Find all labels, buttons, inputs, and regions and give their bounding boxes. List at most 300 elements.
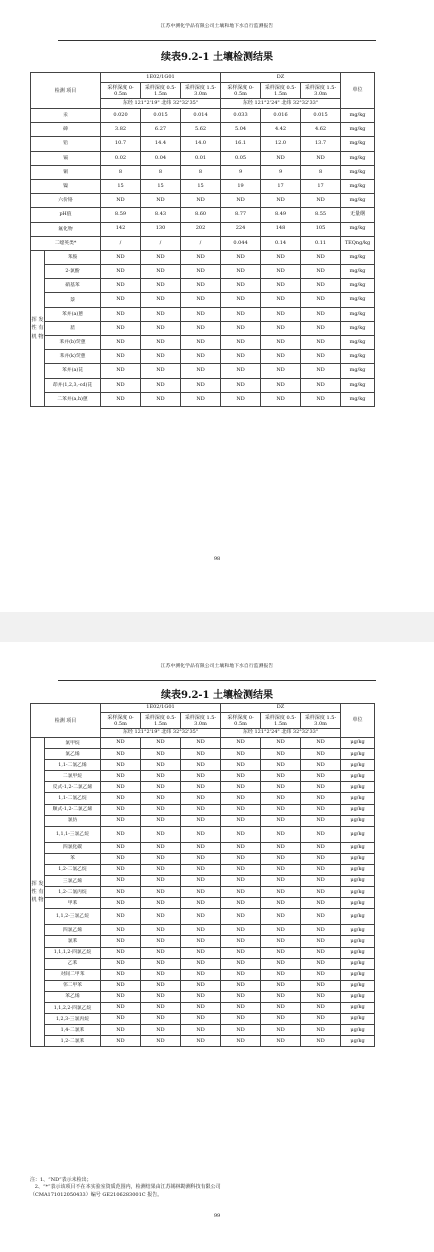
result-value: ND [141,853,181,864]
result-value: ND [301,864,341,875]
result-value: 8.60 [181,208,221,222]
unit-cell: mg/kg [341,165,375,179]
result-value: 8.59 [101,208,141,222]
analyte-name: 苯胺 [45,250,101,264]
result-value: 130 [141,222,181,236]
result-value: ND [261,826,301,842]
table-row [31,947,375,958]
table-row [31,109,375,123]
result-value: ND [141,350,181,364]
depth-header: 采样深度 1.5-3.0m [181,713,221,729]
table-row [31,749,375,760]
result-value: ND [101,793,141,804]
result-value: ND [221,279,261,293]
unit-cell: μg/kg [341,958,375,969]
result-value: ND [101,876,141,887]
result-value: ND [261,853,301,864]
depth-header: 采样深度 0-0.5m [101,83,141,99]
result-value: 4.62 [301,123,341,137]
result-value: 0.016 [261,109,301,123]
result-value: ND [141,815,181,826]
result-value: ND [301,738,341,749]
table-row [31,265,375,279]
result-value: ND [301,250,341,264]
result-value: 8 [141,165,181,179]
result-value: ND [301,151,341,165]
result-value: 16.1 [221,137,261,151]
result-value: 3.82 [101,123,141,137]
result-value: ND [141,336,181,350]
result-value: ND [301,947,341,958]
result-value: ND [141,307,181,321]
result-value: ND [181,265,221,279]
result-value: 0.02 [101,151,141,165]
result-value: ND [181,804,221,815]
result-value: 0.015 [141,109,181,123]
result-value: ND [101,815,141,826]
result-value: ND [141,378,181,392]
depth-header: 采样深度 1.5-3.0m [301,83,341,99]
analyte-name: 三氯乙烯 [45,876,101,887]
result-value: ND [221,265,261,279]
result-value: ND [221,991,261,1002]
result-value: ND [181,793,221,804]
result-value: 0.020 [101,109,141,123]
result-value: ND [261,307,301,321]
analyte-name: 1,1,2,2-四氯乙烷 [45,1002,101,1013]
table-row [31,179,375,193]
result-value: ND [101,980,141,991]
result-value: ND [301,760,341,771]
result-value: ND [301,782,341,793]
result-value: ND [101,771,141,782]
table-row [31,321,375,335]
analyte-name: 1,1,1,2-四氯乙烷 [45,947,101,958]
result-value: 6.27 [141,123,181,137]
page-number: 98 [213,556,221,562]
table-row [31,208,375,222]
result-value: ND [181,815,221,826]
analyte-name: 1,2,3-三氯丙烷 [45,1014,101,1025]
table-row [31,969,375,980]
depth-header: 采样深度 0-0.5m [221,713,261,729]
result-value: ND [301,1002,341,1013]
table-row [31,1036,375,1047]
analyte-name: 苯乙烯 [45,991,101,1002]
result-value: 14.4 [141,137,181,151]
result-value: ND [221,793,261,804]
result-value: ND [181,771,221,782]
result-value: ND [301,1036,341,1047]
analyte-name: 苯并(a)芘 [45,364,101,378]
result-value: ND [141,969,181,980]
analyte-name: 1,1,1-三氯乙烷 [45,826,101,842]
unit-cell: μg/kg [341,947,375,958]
result-value: ND [181,842,221,853]
unit-cell: μg/kg [341,1014,375,1025]
analyte-name: 1,1,2-三氯乙烷 [45,909,101,925]
unit-cell: mg/kg [341,350,375,364]
result-value: ND [261,760,301,771]
result-value: ND [261,749,301,760]
result-value: ND [181,307,221,321]
result-value: ND [221,909,261,925]
analyte-name: 汞 [31,109,101,123]
result-value: ND [261,738,301,749]
unit-cell: mg/kg [341,179,375,193]
result-value: ND [261,864,301,875]
result-value: ND [261,782,301,793]
result-value: ND [221,307,261,321]
result-value: ND [101,378,141,392]
table-row [31,123,375,137]
unit-cell: μg/kg [341,1036,375,1047]
analyte-name: 2-氯酚 [45,265,101,279]
unit-cell: μg/kg [341,898,375,909]
report-page-98 [0,0,434,612]
unit-cell: μg/kg [341,853,375,864]
result-value: ND [301,378,341,392]
result-value: 5.62 [181,123,221,137]
result-value: 9 [221,165,261,179]
table-row [31,336,375,350]
result-value: ND [301,279,341,293]
coordinate-header-2: 东经 121°2'24" 北纬 32°32'33" [221,99,341,109]
analyte-name: 二苯并(a,h)蒽 [45,392,101,406]
table-row [31,936,375,947]
result-value: ND [261,909,301,925]
analyte-name: 茚并(1,2,3,-cd)芘 [45,378,101,392]
result-value: 0.014 [181,109,221,123]
result-value: ND [261,793,301,804]
unit-cell: μg/kg [341,980,375,991]
table-row [31,909,375,925]
result-value: 224 [221,222,261,236]
unit-cell: mg/kg [341,307,375,321]
result-value: ND [101,909,141,925]
unit-header: 单位 [341,704,375,738]
analyte-name: 1,1-二氯乙烷 [45,793,101,804]
result-value: 13.7 [301,137,341,151]
analyte-name: 1,2-二氯苯 [45,1036,101,1047]
unit-cell: mg/kg [341,279,375,293]
result-value: ND [301,194,341,208]
result-value: ND [181,336,221,350]
table-row [31,1002,375,1013]
result-value: ND [301,815,341,826]
result-value: ND [101,898,141,909]
table-row [31,364,375,378]
result-value: 0.044 [221,236,261,250]
analyte-name: 䓛 [45,321,101,335]
result-value: ND [101,1025,141,1036]
table-row [31,1014,375,1025]
result-value: ND [221,804,261,815]
table-row [31,991,375,1002]
result-value: ND [301,293,341,307]
table-row [31,293,375,307]
analyte-name: 氯苯 [45,936,101,947]
table-row [31,815,375,826]
result-value: ND [101,947,141,958]
result-value: ND [301,969,341,980]
unit-header: 单位 [341,73,375,109]
result-value: ND [101,1002,141,1013]
unit-cell: mg/kg [341,392,375,406]
analyte-name: 甲苯 [45,898,101,909]
table-row [31,771,375,782]
item-header: 检测 项目 [31,73,101,109]
result-value: ND [221,771,261,782]
result-value: 105 [301,222,341,236]
table-row [31,925,375,936]
result-value: ND [141,804,181,815]
result-value: ND [181,947,221,958]
result-value: ND [101,321,141,335]
unit-cell: μg/kg [341,782,375,793]
soil-results-table [30,72,375,407]
result-value: ND [181,980,221,991]
result-value: ND [141,321,181,335]
result-value: ND [221,738,261,749]
result-value: 8 [101,165,141,179]
result-value: ND [141,749,181,760]
result-value: ND [221,947,261,958]
result-value: ND [301,887,341,898]
result-value: / [101,236,141,250]
result-value: ND [261,936,301,947]
result-value: ND [221,350,261,364]
table-row [31,898,375,909]
analyte-name: 氟化物 [31,222,101,236]
header-rule [58,680,376,681]
result-value: 202 [181,222,221,236]
result-value: ND [181,321,221,335]
table-row [31,793,375,804]
result-value: ND [261,804,301,815]
result-value: ND [261,969,301,980]
result-value: ND [221,321,261,335]
result-value: 8 [301,165,341,179]
result-value: ND [261,815,301,826]
result-value: ND [101,336,141,350]
result-value: ND [301,265,341,279]
result-value: ND [141,771,181,782]
result-value: ND [301,350,341,364]
depth-header: 采样深度 0.5-1.5m [261,83,301,99]
result-value: 8 [181,165,221,179]
result-value: ND [141,826,181,842]
result-value: ND [261,1036,301,1047]
result-value: ND [221,392,261,406]
result-value: ND [301,909,341,925]
result-value: ND [141,876,181,887]
result-value: ND [181,826,221,842]
analyte-name: 氯甲烷 [45,738,101,749]
result-value: ND [181,991,221,1002]
result-value: ND [181,782,221,793]
result-value: ND [301,876,341,887]
unit-cell: μg/kg [341,815,375,826]
unit-cell: μg/kg [341,804,375,815]
table-row [31,194,375,208]
unit-cell: mg/kg [341,222,375,236]
result-value: ND [301,853,341,864]
result-value: ND [141,958,181,969]
result-value: 14.0 [181,137,221,151]
result-value: 15 [141,179,181,193]
result-value: ND [181,898,221,909]
result-value: ND [301,842,341,853]
table-title: 续表9.2-1 土壤检测结果 [161,690,273,701]
result-value: ND [221,887,261,898]
result-value: ND [181,738,221,749]
analyte-name: 顺式-1,2-二氯乙烯 [45,804,101,815]
unit-cell: μg/kg [341,925,375,936]
result-value: ND [261,947,301,958]
result-value: ND [221,898,261,909]
table-row [31,782,375,793]
table-row [31,876,375,887]
result-value: ND [181,293,221,307]
unit-cell: mg/kg [341,250,375,264]
result-value: 9 [261,165,301,179]
result-value: ND [261,1025,301,1036]
result-value: ND [181,876,221,887]
analyte-name: 邻二甲苯 [45,980,101,991]
result-value: ND [301,392,341,406]
result-value: ND [101,749,141,760]
table-row [31,151,375,165]
table-row [31,864,375,875]
unit-cell: 无量纲 [341,208,375,222]
result-value: ND [221,336,261,350]
result-value: ND [101,307,141,321]
result-value: ND [221,194,261,208]
table-title: 续表9.2-1 土壤检测结果 [161,52,273,63]
result-value: ND [101,1036,141,1047]
result-value: ND [301,321,341,335]
result-value: ND [261,392,301,406]
depth-header: 采样深度 0.5-1.5m [141,83,181,99]
result-value: ND [221,378,261,392]
result-value: ND [221,364,261,378]
unit-cell: mg/kg [341,137,375,151]
result-value: ND [261,898,301,909]
result-value: ND [141,364,181,378]
unit-cell: μg/kg [341,738,375,749]
result-value: 0.05 [221,151,261,165]
result-value: ND [141,991,181,1002]
result-value: ND [141,1025,181,1036]
table-notes [30,1177,376,1199]
result-value: ND [181,853,221,864]
result-value: ND [101,364,141,378]
result-value: ND [221,1014,261,1025]
site-header-2: DZ [221,704,341,713]
result-value: ND [181,279,221,293]
unit-cell: mg/kg [341,109,375,123]
result-value: 0.01 [181,151,221,165]
site-header-1: 1E02/1G01 [101,704,221,713]
result-value: ND [301,1025,341,1036]
result-value: ND [221,842,261,853]
result-value: ND [261,958,301,969]
analyte-name: 镍 [31,179,101,193]
analyte-name: 苯并(k)荧蒽 [45,350,101,364]
unit-cell: μg/kg [341,876,375,887]
unit-cell: μg/kg [341,969,375,980]
result-value: ND [301,925,341,936]
result-value: ND [141,887,181,898]
result-value: ND [141,980,181,991]
result-value: ND [261,250,301,264]
result-value: ND [261,265,301,279]
result-value: 5.04 [221,123,261,137]
analyte-name: pH值 [31,208,101,222]
table-row [31,980,375,991]
analyte-name: 四氯乙烯 [45,925,101,936]
result-value: ND [141,1036,181,1047]
analyte-name: 砷 [31,123,101,137]
result-value: 0.14 [261,236,301,250]
result-value: ND [101,853,141,864]
result-value: ND [181,760,221,771]
result-value: ND [221,1002,261,1013]
analyte-name: 1,2-二氯乙烷 [45,864,101,875]
result-value: 8.77 [221,208,261,222]
result-value: ND [141,793,181,804]
result-value: ND [221,1025,261,1036]
result-value: ND [101,804,141,815]
analyte-name: 1,2-二氯丙烷 [45,887,101,898]
result-value: ND [261,293,301,307]
analyte-name: 对间二甲苯 [45,969,101,980]
page-number: 99 [213,1213,221,1219]
result-value: ND [221,815,261,826]
depth-header: 采样深度 0-0.5m [221,83,261,99]
result-value: ND [221,876,261,887]
depth-header: 采样深度 1.5-3.0m [301,713,341,729]
result-value: ND [221,925,261,936]
result-value: ND [301,898,341,909]
result-value: ND [181,350,221,364]
result-value: ND [141,1014,181,1025]
result-value: 148 [261,222,301,236]
result-value: ND [181,909,221,925]
analyte-name: 四氯化碳 [45,842,101,853]
result-value: ND [141,738,181,749]
result-value: ND [101,958,141,969]
group-label: 挥 发 性 有 机 物 [31,738,45,1047]
analyte-name: 镉 [31,151,101,165]
unit-cell: μg/kg [341,936,375,947]
result-value: ND [301,336,341,350]
analyte-name: 苯并(b)荧蒽 [45,336,101,350]
result-value: 0.015 [301,109,341,123]
table-row [31,250,375,264]
table-row [31,392,375,406]
result-value: / [181,236,221,250]
analyte-name: 氯乙烯 [45,749,101,760]
result-value: ND [141,250,181,264]
unit-cell: mg/kg [341,293,375,307]
result-value: ND [141,842,181,853]
unit-cell: μg/kg [341,887,375,898]
result-value: ND [101,293,141,307]
result-value: 0.033 [221,109,261,123]
table-row [31,279,375,293]
